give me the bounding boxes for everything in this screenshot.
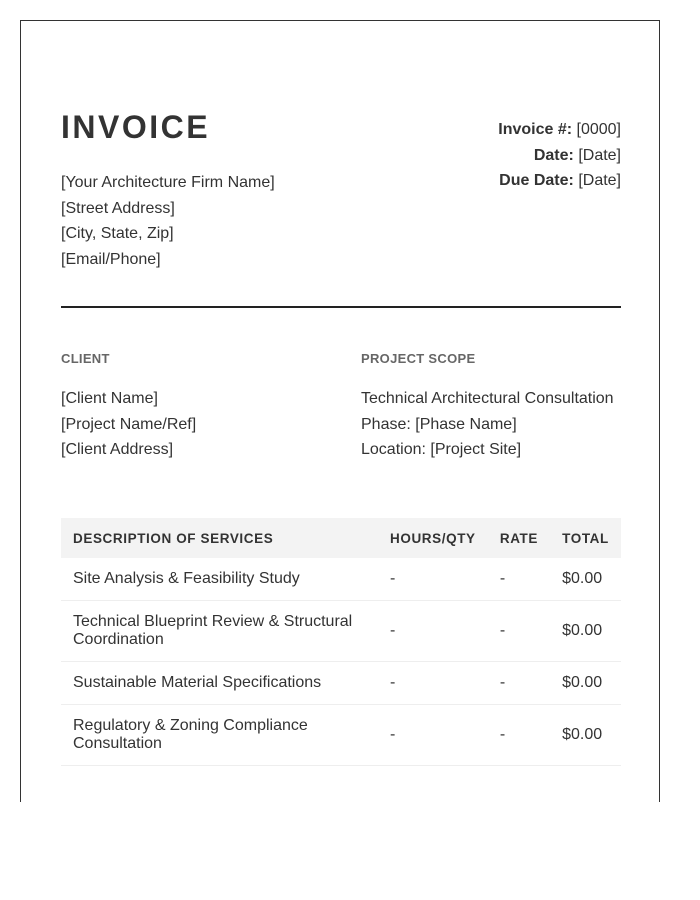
- table-header-row: [61, 518, 621, 558]
- header-description: DESCRIPTION OF SERVICES: [61, 518, 378, 558]
- invoice-number-value: [0000]: [576, 121, 621, 138]
- row-total: $0.00: [550, 662, 621, 705]
- header-total: TOTAL: [550, 518, 621, 558]
- row-rate: -: [488, 705, 550, 766]
- firm-name: [Your Architecture Firm Name]: [61, 174, 275, 191]
- row-rate: -: [488, 601, 550, 662]
- row-qty: -: [378, 705, 488, 766]
- firm-contact: [Email/Phone]: [61, 250, 161, 268]
- project-scope-label: PROJECT SCOPE: [361, 351, 476, 366]
- client-project: [Project Name/Ref]: [61, 415, 197, 433]
- table-row: [61, 662, 621, 705]
- table-row: [61, 705, 621, 766]
- invoice-number-label: Invoice #:: [498, 121, 573, 138]
- row-total: $0.00: [550, 705, 621, 766]
- project-scope-block: [361, 386, 614, 463]
- row-description: Regulatory & Zoning Compliance Consultation: [61, 705, 378, 766]
- firm-city: [City, State, Zip]: [61, 225, 174, 243]
- header-divider: [61, 306, 621, 308]
- scope-line-1: Technical Architectural Consultation: [361, 390, 614, 407]
- firm-street: [Street Address]: [61, 199, 175, 217]
- row-total: $0.00: [550, 558, 621, 601]
- row-description: Sustainable Material Specifications: [61, 662, 378, 705]
- row-description: Technical Blueprint Review & Structural Coordination: [61, 601, 378, 662]
- invoice-title: INVOICE: [61, 109, 211, 145]
- firm-info: [61, 170, 275, 272]
- row-total: $0.00: [550, 601, 621, 662]
- client-name: [Client Name]: [61, 390, 158, 407]
- invoice-due-line: [498, 168, 621, 194]
- invoice-date-line: [498, 143, 621, 169]
- row-rate: -: [488, 558, 550, 601]
- header-rate: RATE: [488, 518, 550, 558]
- invoice-due-label: Due Date:: [499, 172, 574, 190]
- invoice-due-value: [Date]: [578, 172, 621, 190]
- row-description: Site Analysis & Feasibility Study: [61, 558, 378, 601]
- services-table: [61, 518, 621, 766]
- client-label: CLIENT: [61, 351, 110, 366]
- scope-line-2: Phase: [Phase Name]: [361, 415, 517, 433]
- invoice-number-line: [498, 117, 621, 143]
- invoice-page: [20, 20, 660, 802]
- header-hours-qty: HOURS/QTY: [378, 518, 488, 558]
- row-rate: -: [488, 662, 550, 705]
- row-qty: -: [378, 601, 488, 662]
- invoice-date-label: Date:: [533, 146, 574, 164]
- table-row: [61, 601, 621, 662]
- invoice-meta: [498, 117, 621, 194]
- scope-line-3: Location: [Project Site]: [361, 441, 522, 459]
- invoice-date-value: [Date]: [578, 146, 621, 164]
- row-qty: -: [378, 662, 488, 705]
- row-qty: -: [378, 558, 488, 601]
- table-row: [61, 558, 621, 601]
- client-block: [61, 386, 196, 463]
- client-address: [Client Address]: [61, 441, 174, 459]
